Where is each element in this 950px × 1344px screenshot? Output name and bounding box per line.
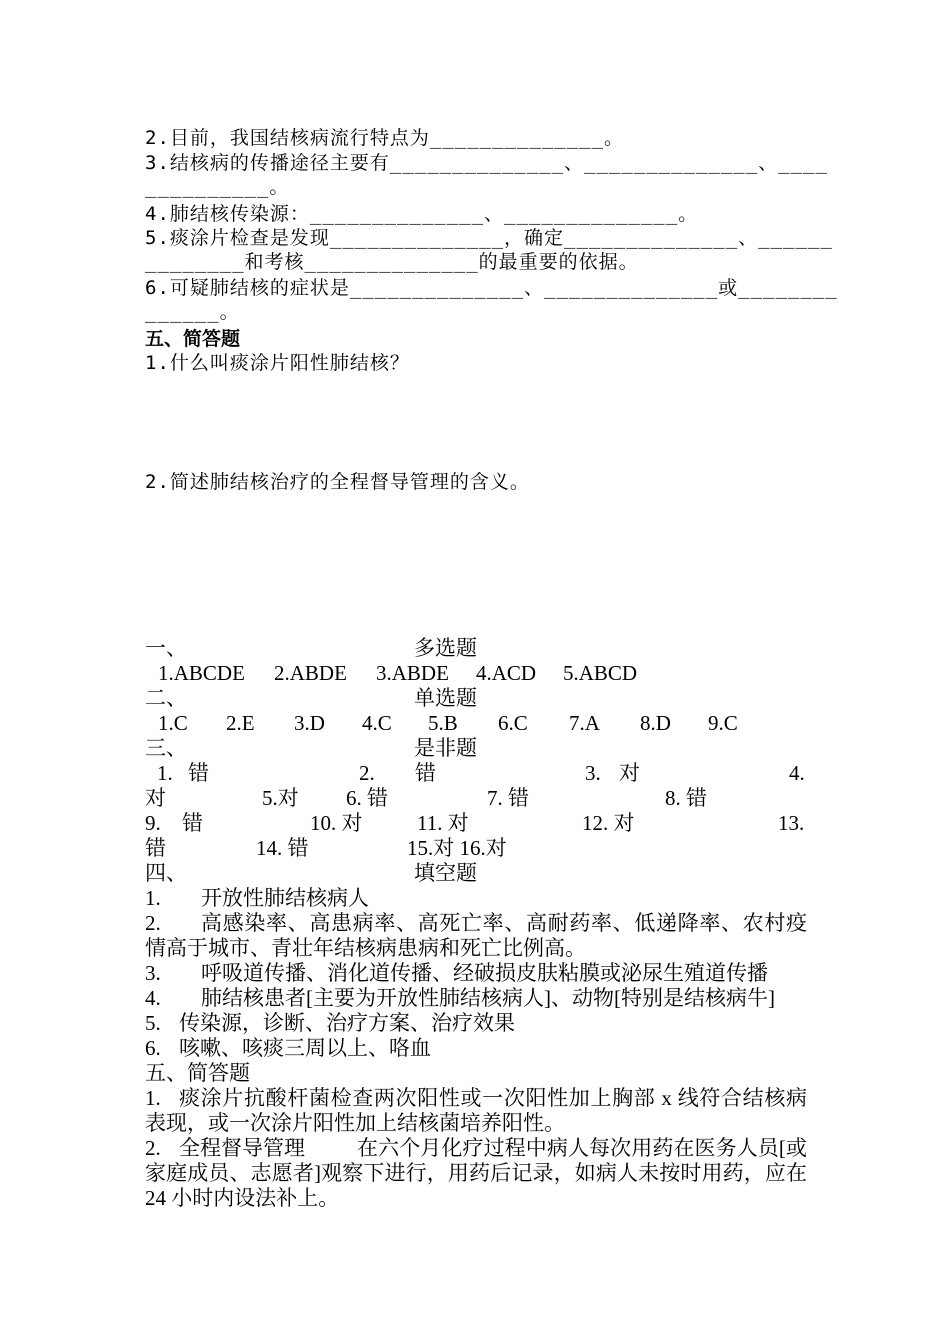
answer-item: 12. 对	[582, 811, 635, 835]
fill-question-2: 2.目前，我国结核病流行特点为______________。	[145, 127, 625, 149]
answer-section-1-num: 一、	[145, 636, 187, 660]
fill-question-5: 5.痰涂片检查是发现______________，确定______________、______	[145, 227, 833, 249]
answer-item: 9.C	[708, 711, 738, 735]
answer-item: 10. 对	[310, 811, 363, 835]
answer-item: 5.B	[428, 711, 458, 735]
answer-item: 错	[188, 761, 209, 785]
answer-item: 错	[415, 761, 436, 785]
short-answer-2-label: 全程督导管理	[179, 1136, 305, 1160]
answer-number: 2.	[145, 1136, 161, 1160]
answer-section-4-title: 填空题	[414, 861, 477, 885]
answer-item: 对	[619, 761, 640, 785]
answer-section-2-title: 单选题	[414, 686, 477, 710]
answer-item: 对	[145, 786, 166, 810]
answer-item: 4.C	[362, 711, 392, 735]
answer-number: 3.	[145, 961, 161, 985]
answer-item: 11. 对	[417, 811, 469, 835]
fill-question-3: 3.结核病的传播途径主要有______________、______________、____	[145, 152, 828, 174]
answer-item: 6.C	[498, 711, 528, 735]
answer-number: 2.	[145, 911, 161, 935]
answer-number: 5.	[145, 1011, 161, 1035]
answer-item: 13.	[778, 811, 805, 835]
answer-item: 4.	[789, 761, 805, 785]
answer-item: 7.A	[569, 711, 600, 735]
fill-question-5-cont: ________和考核______________的最重要的依据。	[145, 251, 639, 273]
answer-number: 1.	[145, 886, 161, 910]
answer-item: 2.	[359, 761, 375, 785]
answer-section-4-num: 四、	[145, 861, 187, 885]
answer-item: 2.ABDE	[274, 661, 347, 685]
fill-question-6-cont: ______。	[145, 301, 240, 323]
answer-number: 6.	[145, 1036, 161, 1060]
answer-item: 1.ABCDE	[158, 661, 245, 685]
answer-item: 7. 错	[487, 786, 529, 810]
answer-section-5-title: 五、简答题	[145, 1061, 250, 1085]
fill-answer-6: 咳嗽、咳痰三周以上、咯血	[179, 1036, 431, 1060]
answer-item: 3.D	[294, 711, 325, 735]
answer-item: 错	[182, 811, 203, 835]
fill-answer-4: 肺结核患者[主要为开放性肺结核病人]、动物[特别是结核病牛]	[201, 986, 775, 1010]
fill-question-4: 4.肺结核传染源：______________、______________。	[145, 203, 699, 225]
answer-number: 4.	[145, 986, 161, 1010]
answer-section-3-num: 三、	[145, 736, 187, 760]
answer-section-2-num: 二、	[145, 686, 187, 710]
answer-item: 2.E	[226, 711, 255, 735]
answer-item: 6. 错	[346, 786, 388, 810]
answer-item: 5.对	[262, 786, 299, 810]
answer-item: 错	[145, 836, 166, 860]
answer-item: 1.	[157, 761, 173, 785]
answer-item: 15.对 16.对	[407, 836, 507, 860]
short-answer-1: 痰涂片抗酸杆菌检查两次阳性或一次阳性加上胸部 x 线符合结核病表现，或一次涂片阳性加上结核菌培养阳性。	[145, 1086, 807, 1135]
answer-item: 8.D	[640, 711, 671, 735]
short-question-2: 2.简述肺结核治疗的全程督导管理的含义。	[145, 471, 530, 493]
fill-answer-3: 呼吸道传播、消化道传播、经破损皮肤粘膜或泌尿生殖道传播	[201, 961, 768, 985]
fill-question-6: 6.可疑肺结核的症状是______________、______________或________	[145, 277, 838, 299]
answer-item: 4.ACD	[476, 661, 537, 685]
answer-item: 8. 错	[665, 786, 707, 810]
answer-number: 1.	[145, 1086, 161, 1110]
fill-question-3-cont: __________。	[145, 176, 290, 198]
short-answer-2: 在六个月化疗过程中病人每次用药在医务人员[或家庭成员、志愿者]观察下进行，用药后记录，如病人未按时用药，应在 24 小时内设法补上。	[145, 1136, 807, 1210]
answer-item: 1.C	[158, 711, 188, 735]
answer-item: 9.	[145, 811, 161, 835]
short-question-1: 1.什么叫痰涂片阳性肺结核？	[145, 352, 410, 374]
answer-item: 3.	[585, 761, 601, 785]
fill-answer-2: 高感染率、高患病率、高死亡率、高耐药率、低递降率、农村疫情高于城市、青壮年结核病患病和死亡比例高。	[145, 911, 807, 960]
answer-section-1-title: 多选题	[414, 636, 477, 660]
answer-item: 5.ABCD	[563, 661, 638, 685]
answer-item: 14. 错	[256, 836, 309, 860]
answer-item: 3.ABDE	[376, 661, 449, 685]
fill-answer-1: 开放性肺结核病人	[201, 886, 369, 910]
answer-section-3-title: 是非题	[414, 736, 477, 760]
short-answer-heading: 五、简答题	[145, 328, 241, 350]
fill-answer-5: 传染源，诊断、治疗方案、治疗效果	[179, 1011, 515, 1035]
